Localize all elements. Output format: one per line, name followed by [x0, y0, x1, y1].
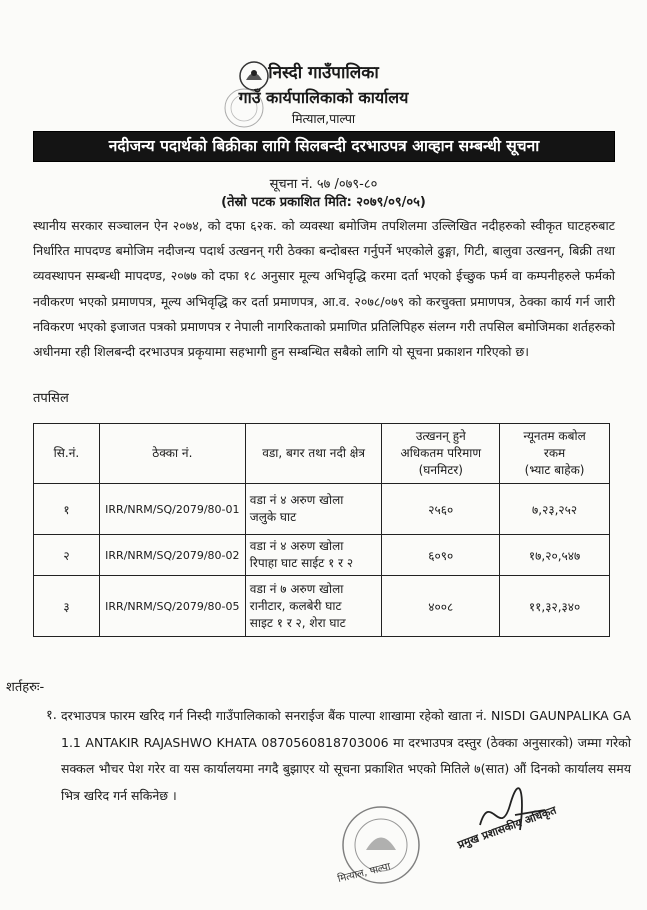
cell-contract: IRR/NRM/SQ/2079/80-01: [99, 484, 245, 535]
header-quantity: उत्खनन् हुने अधिकतम परिमाण (घनमिटर): [382, 424, 500, 484]
cell-sn: १: [34, 484, 100, 535]
cell-sn: २: [34, 535, 100, 576]
header-contract: ठेक्का नं.: [99, 424, 245, 484]
cell-contract: IRR/NRM/SQ/2079/80-02: [99, 535, 245, 576]
notice-number: सूचना नं. ५७ /०७९-८०: [269, 177, 378, 192]
cell-area: वडा नं ७ अरुण खोला रानीटार, कलबेरी घाट साइट १ र २, शेरा घाट: [245, 576, 382, 637]
condition-text: दरभाउपत्र फारम खरिद गर्न निस्दी गाउँपालिकाको सनराईज बैंक पाल्पा शाखामा रहेको खाता नं. NISDI GAUNPALIKA GA 1.1 ANTAKIR RAJASHWO KHATA 0870560818703006 मा दरभाउपत्र दस्तुर (ठेक्का अनुसारको) जम्मा गरेको सक्कल भौचर पेश गरेर वा यस कार्यालयमा नगदै बुझाएर यो सूचना प्रकाशित भएको मितिले ७(सात) औं दिनको कार्यालय समय भित्र खरिद गर्न सकिनेछ ।: [61, 708, 631, 803]
seal-location: मित्याल, पाल्पा: [336, 861, 392, 886]
conditions-label: शर्तहरुः-: [6, 680, 45, 695]
publish-date: (तेस्रो पटक प्रकाशित मिति: २०७९/०९/०५): [221, 195, 426, 210]
table-header-row: [34, 424, 610, 484]
contract-table: [33, 423, 610, 637]
tapasil-label: तपसिल: [33, 391, 69, 406]
cell-sn: ३: [34, 576, 100, 637]
cell-area: वडा नं ४ अरुण खोला जलुके घाट: [245, 484, 382, 535]
table-row: [34, 576, 610, 637]
cell-contract: IRR/NRM/SQ/2079/80-05: [99, 576, 245, 637]
header-area: वडा, बगर तथा नदी क्षेत्र: [245, 424, 382, 484]
header-amount: न्यूनतम कबोल रकम (भ्याट बाहेक): [500, 424, 610, 484]
condition-number: १.: [46, 708, 57, 723]
office-address: मित्याल,पाल्पा: [291, 111, 356, 126]
header-sn: सि.नं.: [34, 424, 100, 484]
cell-amount: ७,२३,२५२: [500, 484, 610, 535]
cell-quantity: २५६०: [382, 484, 500, 535]
cell-quantity: ४००८: [382, 576, 500, 637]
table-row: [34, 484, 610, 535]
municipality-name: निस्दी गाउँपालिका: [268, 63, 379, 83]
office-name: गाउँ कार्यपालिकाको कार्यालय: [238, 88, 409, 107]
cell-amount: १७,२०,५४७: [500, 535, 610, 576]
table-row: [34, 535, 610, 576]
cell-amount: ११,३२,३४०: [500, 576, 610, 637]
notice-banner: नदीजन्य पदार्थको बिक्रीका लागि सिलबन्दी दरभाउपत्र आव्हान सम्बन्धी सूचना: [33, 131, 615, 162]
cell-area: वडा नं ४ अरुण खोला रिपाहा घाट साईट १ र २: [245, 535, 382, 576]
cell-quantity: ६०९०: [382, 535, 500, 576]
signatory-title: प्रमुख प्रशासकीय अधिकृत: [455, 803, 559, 852]
intro-paragraph: स्थानीय सरकार सञ्चालन ऐन २०७४, को दफा ६२क. को व्यवस्था बमोजिम तपशिलमा उल्लिखित नदीहरुको स्वीकृत घाटहरुबाट निर्धारित मापदण्ड बमोजिम नदीजन्य पदार्थ उत्खनन् गरी ठेक्का बन्दोबस्त गर्नुपर्ने भएकोले ढुङ्गा, गिटी, बालुवा उत्खनन्, बिक्री तथा व्यवस्थापन सम्बन्धी मापदण्ड, २०७७ को दफा १८ अनुसार मूल्य अभिवृद्धि करमा दर्ता भएको ईच्छुक फर्म वा कम्पनीहरुले फर्मको नवीकरण भएको प्रमाणपत्र, मूल्य अभिवृद्धि कर दर्ता प्रमाणपत्र, आ.व. २०७८/०७९ को करचुक्ता प्रमाणपत्र, ठेक्का कार्य गर्न जारी नविकरण भएको इजाजत पत्रको प्रमाणपत्र र नेपाली नागरिकताको प्रमाणित प्रतिलिपिहरु संलग्न गरी तपसिल बमोजिमका शर्तहरुको अधीनमा रही शिलबन्दी दरभाउपत्र प्रकृयामा सहभागी हुन सम्बन्धित सबैको लागि यो सूचना प्रकाशन गरिएको छ।: [33, 218, 615, 360]
